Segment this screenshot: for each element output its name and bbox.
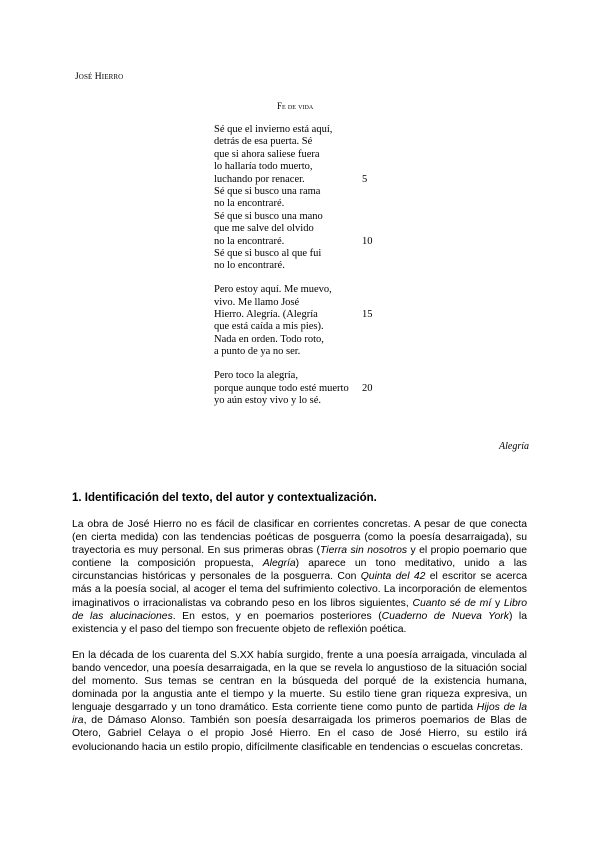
verse-text: lo hallaría todo muerto,: [214, 161, 313, 173]
verse-text: Sé que si busco al que fui: [214, 247, 322, 259]
poem-verse: [214, 370, 384, 382]
line-number: 10: [362, 235, 373, 247]
author-header: José Hierro: [75, 72, 124, 82]
line-number: 5: [362, 173, 368, 185]
p1-text: . En estos, y en poemarios posteriores (: [172, 610, 382, 622]
poem-verse: [214, 383, 384, 395]
work-title: Alegría: [262, 558, 296, 570]
verse-text: vivo. Me llamo José: [214, 296, 300, 308]
poem-verse: [214, 297, 384, 309]
poem-verse: [214, 198, 384, 210]
poem-stanza: [214, 124, 384, 273]
poem-source: Alegría: [499, 441, 529, 452]
poem: [214, 124, 384, 419]
poem-verse: [214, 236, 384, 248]
work-title: Hijos de la ira: [72, 702, 527, 727]
poem-verse: [214, 174, 384, 186]
line-number: 20: [362, 382, 373, 394]
p2-text: En la década de los cuarenta del S.XX había surgido, frente a una poesía arraigada, vinculada al bando vencedor, una poesía desarraigada, en la que se revela lo angustioso de la situación social del momento. Sus temas se centran en la búsqueda del porqué de la existencia humana, dominada por la angustia ante el tiempo y la muerte. Su estilo tiene gran riqueza expresiva, un lenguaje desgarrado y un tono dramático. Esta corriente tiene como punto de partida: [72, 649, 527, 714]
work-title: Cuaderno de Nueva York: [381, 610, 509, 622]
poem-verse: [214, 334, 384, 346]
verse-text: yo aún estoy vivo y lo sé.: [214, 395, 322, 406]
paragraph-2: [72, 649, 527, 754]
p1-text: La obra de José Hierro no es fácil de clasificar en corrientes concretas. A pesar de que conecta (en cierta medida) con las tendencias poéticas de posguerra (como la poesía desarraigada), su trayectoria es muy personal. En sus primeras obras (: [72, 519, 527, 557]
poem-verse: [214, 284, 384, 296]
poem-verse: [214, 309, 384, 321]
body-text: [72, 518, 527, 767]
p2-text: , de Dámaso Alonso. También son poesía desarraigada los primeros poemarios de Blas de Otero, Gabriel Celaya o el propio José Hierro. En el caso de José Hierro, su estilo irá evolucionando hacia un estilo propio, difícilmente clasificable en tendencias o escuelas concretas.: [72, 715, 527, 753]
verse-text: que si ahora saliese fuera: [214, 148, 320, 160]
poem-verse: [214, 136, 384, 148]
poem-verse: [214, 186, 384, 198]
work-title: Cuanto sé de mí: [412, 597, 492, 609]
line-number: 15: [362, 309, 373, 321]
verse-text: detrás de esa puerta. Sé: [214, 136, 313, 148]
poem-verse: [214, 223, 384, 235]
verse-text: a punto de ya no ser.: [214, 346, 301, 358]
verse-text: que me salve del olvido: [214, 223, 314, 235]
verse-text: no la encontraré.: [214, 198, 285, 210]
poem-verse: [214, 321, 384, 333]
p1-text: ) aparece un tono meditativo, unido a las circunstancias históricas y personales de la posguerra. Con: [72, 558, 527, 583]
poem-verse: [214, 248, 384, 260]
verse-text: Sé que si busco una mano: [214, 210, 323, 222]
poem-title: Fe de vida: [277, 101, 314, 111]
p1-text: el escritor se acerca más a la poesía social, al acoger el tema del sufrimiento colectivo. La incorporación de elementos imaginativos o irracionalistas va cobrando peso en los libros siguientes,: [72, 571, 527, 609]
verse-text: no la encontraré.: [214, 235, 285, 247]
verse-text: Hierro. Alegría. (Alegría: [214, 309, 318, 321]
poem-verse: [214, 149, 384, 161]
verse-text: no lo encontraré.: [214, 260, 285, 272]
p1-text: y: [491, 597, 504, 609]
work-title: Quinta del 42: [360, 571, 426, 583]
verse-text: porque aunque todo esté muerto: [214, 382, 349, 394]
poem-verse: [214, 161, 384, 173]
verse-text: Pero estoy aquí. Me muevo,: [214, 284, 332, 296]
verse-text: Sé que el invierno está aquí,: [214, 124, 333, 135]
poem-verse: [214, 395, 384, 407]
poem-stanza: [214, 284, 384, 358]
p1-text: ) la existencia y el paso del tiempo son frecuente objeto de reflexión poética.: [72, 610, 528, 635]
poem-verse: [214, 211, 384, 223]
poem-verse: [214, 260, 384, 272]
verse-text: luchando por renacer.: [214, 173, 305, 185]
p1-text: y el propio poemario que contiene la composición propuesta,: [72, 545, 527, 570]
work-title: Libro de las alucinaciones: [72, 597, 527, 622]
verse-text: Nada en orden. Todo roto,: [214, 333, 324, 345]
work-title: Tierra sin nosotros: [320, 545, 408, 557]
poem-verse: [214, 346, 384, 358]
poem-stanza: [214, 370, 384, 407]
verse-text: Sé que si busco una rama: [214, 185, 321, 197]
verse-text: Pero toco la alegría,: [214, 370, 298, 382]
poem-verse: [214, 124, 384, 136]
paragraph-1: [72, 518, 527, 636]
section-heading: 1. Identificación del texto, del autor y contextualización.: [72, 492, 377, 504]
verse-text: que está caída a mis pies).: [214, 321, 324, 333]
